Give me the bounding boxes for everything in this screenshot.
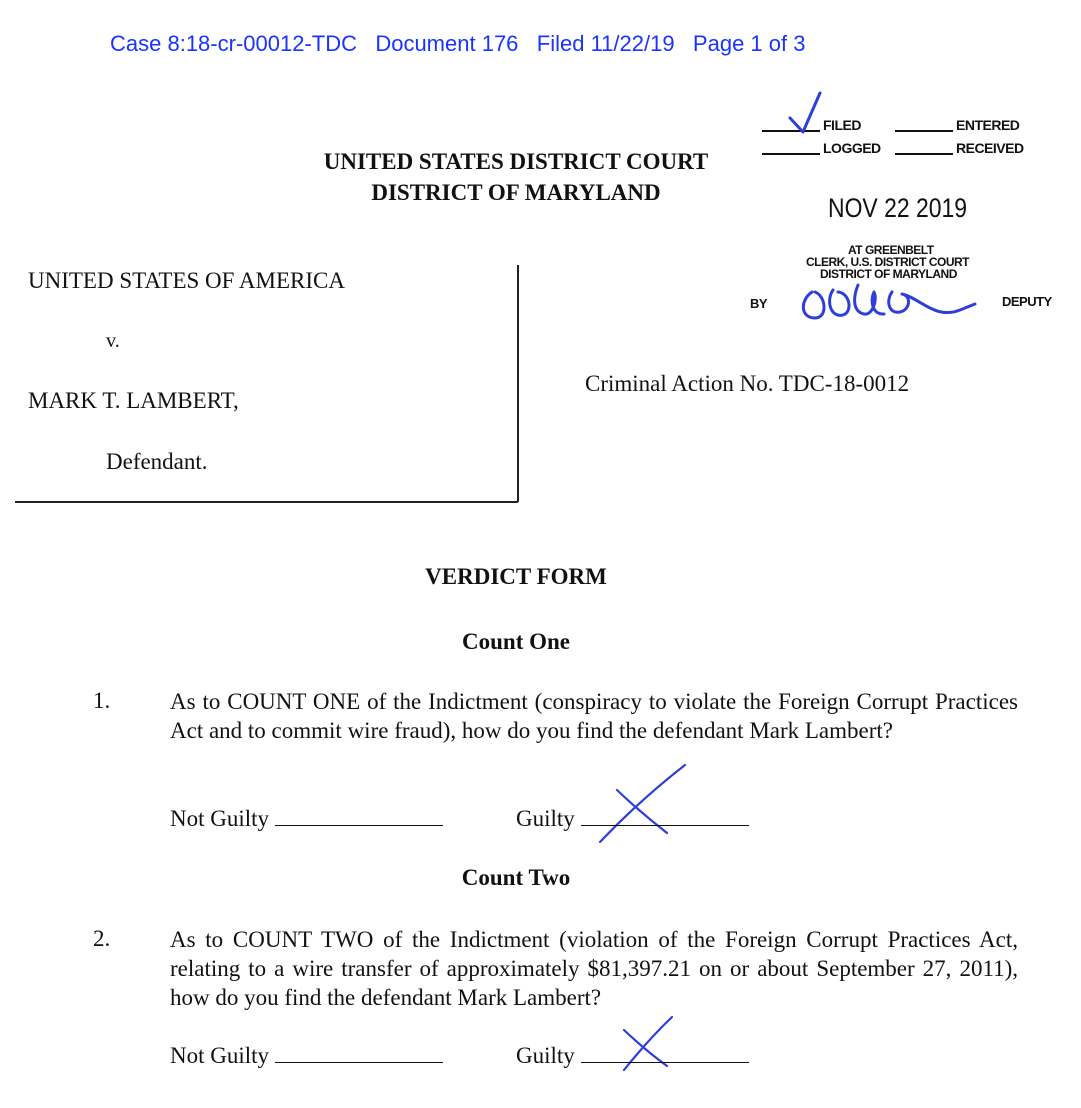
- page-number: Page 1 of 3: [692, 31, 806, 56]
- stamp-district: DISTRICT OF MARYLAND: [820, 267, 957, 281]
- caption-plaintiff: UNITED STATES OF AMERICA: [28, 268, 345, 293]
- court-line-2: DISTRICT OF MARYLAND: [371, 180, 661, 205]
- stamp-clerk: CLERK, U.S. DISTRICT COURT: [806, 255, 969, 269]
- stamp-entered: ENTERED: [956, 117, 1020, 133]
- not-guilty-label: Not Guilty: [170, 1043, 270, 1068]
- stamp-logged: LOGGED: [823, 140, 881, 156]
- not-guilty-blank[interactable]: [275, 805, 443, 826]
- not-guilty-blank[interactable]: [275, 1042, 443, 1063]
- stamp-location: AT GREENBELT: [848, 243, 934, 257]
- count-one-guilty: [516, 805, 749, 832]
- guilty-label: Guilty: [516, 806, 575, 831]
- case-number: Case 8:18-cr-00012-TDC: [110, 31, 357, 56]
- filed-date: Filed 11/22/19: [536, 31, 675, 56]
- stamp-filed: FILED: [823, 117, 861, 133]
- caption-divider-horizontal: [15, 501, 518, 503]
- caption-defendant-role: Defendant.: [106, 449, 208, 474]
- guilty-blank[interactable]: [581, 805, 749, 826]
- stamp-deputy: DEPUTY: [1002, 294, 1052, 309]
- count-two-heading: Count Two: [461, 865, 571, 890]
- caption-versus: v.: [106, 330, 120, 352]
- count-one-not-guilty: [170, 805, 443, 832]
- caption-divider-vertical: [517, 265, 519, 502]
- guilty-label: Guilty: [516, 1043, 575, 1068]
- stamp-by: BY: [750, 296, 768, 311]
- stamp-received: RECEIVED: [956, 140, 1024, 156]
- count-one-number: 1.: [93, 688, 111, 713]
- count-one-heading: Count One: [462, 629, 570, 654]
- criminal-action-number: Criminal Action No. TDC-18-0012: [585, 371, 910, 396]
- document-number: Document 176: [375, 31, 519, 56]
- filed-checkmark-icon: [790, 93, 820, 132]
- form-title: VERDICT FORM: [425, 564, 607, 589]
- court-line-1: UNITED STATES DISTRICT COURT: [323, 149, 709, 174]
- count-two-not-guilty: [170, 1042, 443, 1069]
- caption-defendant-name: MARK T. LAMBERT,: [28, 388, 239, 413]
- count-two-number: 2.: [93, 926, 111, 951]
- clerk-signature-icon: [803, 285, 975, 318]
- count-two-question: As to COUNT TWO of the Indictment (violation of the Foreign Corrupt Practices Act, relating to a wire transfer of approximately $81,397.21 on or about September 27, 2011), how do you find the defendant Mark Lambert?: [170, 927, 1018, 1010]
- not-guilty-label: Not Guilty: [170, 806, 270, 831]
- stamp-date: NOV 22 2019: [828, 193, 968, 223]
- count-one-question: As to COUNT ONE of the Indictment (conspiracy to violate the Foreign Corrupt Practices Act and to commit wire fraud), how do you find the defendant Mark Lambert?: [170, 689, 1018, 743]
- guilty-blank[interactable]: [581, 1042, 749, 1063]
- count-two-guilty: [516, 1042, 749, 1069]
